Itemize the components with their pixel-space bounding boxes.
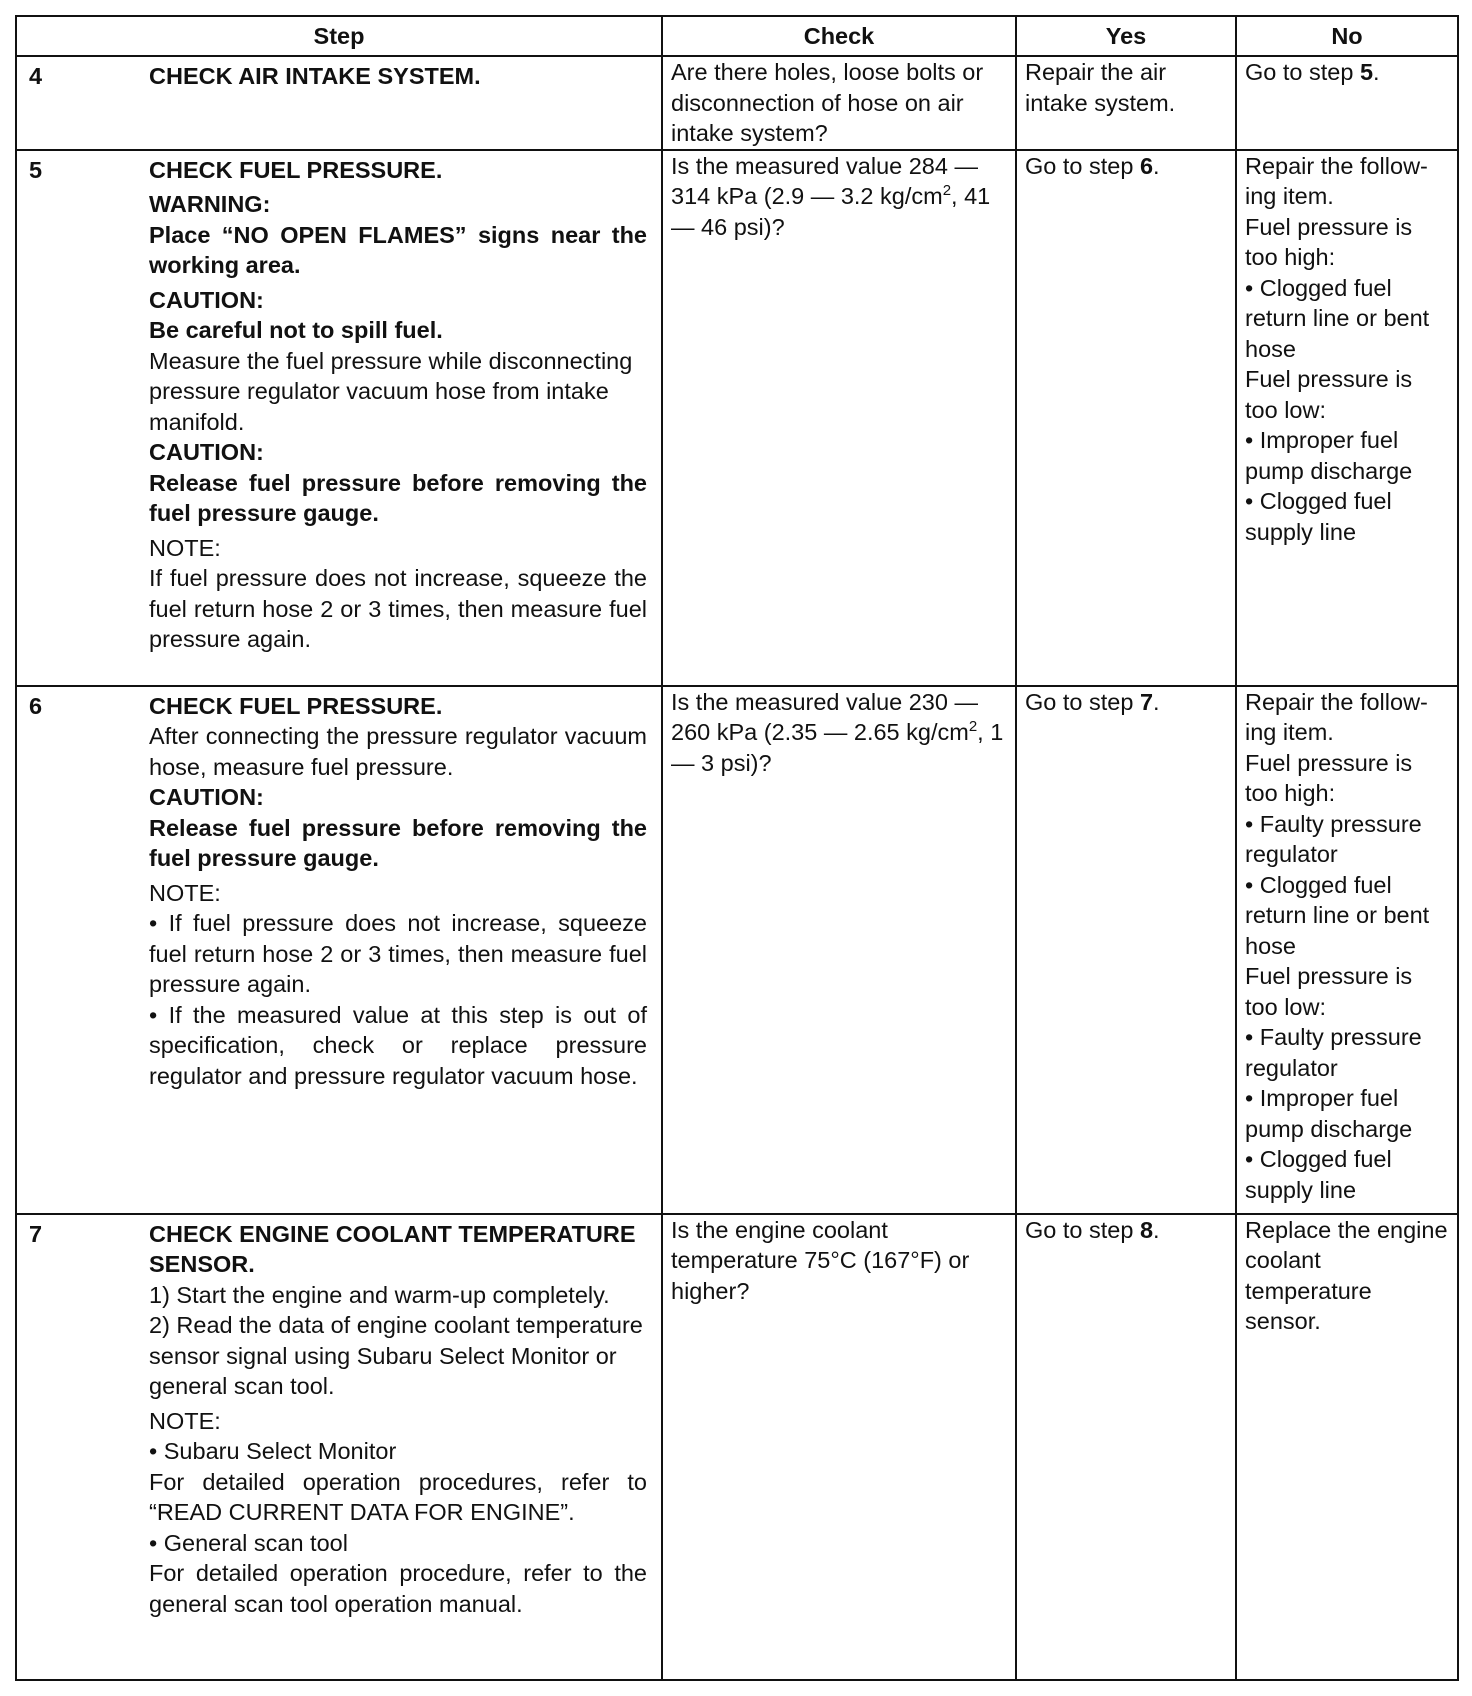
no-line: • Clogged fuel bbox=[1245, 274, 1392, 301]
no-line: regulator bbox=[1245, 841, 1338, 867]
yes-text-end: . bbox=[1153, 1216, 1160, 1243]
procedure-text: Measure the fuel pressure while disconnecting pressure regulator vacuum hose from intake manifold. bbox=[149, 347, 633, 435]
procedure-step: 1) Start the engine and warm-up completely. bbox=[149, 1281, 610, 1308]
no-line: too high: bbox=[1245, 244, 1336, 270]
no-line: too low: bbox=[1245, 396, 1326, 423]
caution-label: CAUTION: bbox=[149, 286, 264, 313]
no-line: Repair the follow- bbox=[1245, 688, 1428, 715]
superscript: 2 bbox=[968, 718, 978, 736]
no-line: hose bbox=[1245, 932, 1296, 959]
yes-text-end: . bbox=[1153, 688, 1160, 715]
no-line: • Clogged fuel bbox=[1245, 871, 1392, 898]
step-reference: 8 bbox=[1139, 1216, 1154, 1243]
no-line: Fuel pressure is bbox=[1245, 213, 1413, 240]
step-number: 5 bbox=[29, 156, 43, 183]
no-line: • Improper fuel bbox=[1245, 427, 1399, 453]
table-header-row bbox=[16, 16, 1458, 56]
warning-text: Place “NO OPEN FLAMES” signs near the working area. bbox=[149, 221, 647, 278]
yes-text-end: . bbox=[1153, 152, 1160, 179]
no-text: Go to step bbox=[1245, 59, 1360, 85]
check-text-end: , 1 — 3 psi)? bbox=[671, 719, 1004, 776]
no-line: ing item. bbox=[1245, 183, 1334, 209]
header-step: Step bbox=[16, 16, 662, 56]
note-bullet: • Subaru Select Monitor bbox=[149, 1438, 397, 1464]
no-line: too high: bbox=[1245, 780, 1336, 806]
no-line: hose bbox=[1245, 335, 1296, 362]
header-no: No bbox=[1236, 16, 1458, 56]
no-cell bbox=[1236, 56, 1458, 150]
no-text-end: . bbox=[1373, 59, 1380, 85]
note-text: If fuel pressure does not increase, squeeze the fuel return hose 2 or 3 times, then measure fuel pressure again. bbox=[149, 565, 647, 652]
no-line: supply line bbox=[1245, 518, 1357, 545]
no-line: pump discharge bbox=[1245, 457, 1413, 484]
no-line: • Improper fuel bbox=[1245, 1085, 1399, 1111]
step-number: 4 bbox=[29, 63, 43, 89]
step-cell bbox=[16, 56, 662, 150]
procedure-text: After connecting the pressure regulator vacuum hose, measure fuel pressure. bbox=[149, 723, 647, 780]
warning-label: WARNING: bbox=[149, 191, 271, 217]
step-number: 7 bbox=[29, 1220, 43, 1247]
no-line: Fuel pressure is bbox=[1245, 749, 1413, 776]
no-line: • Faulty pressure bbox=[1245, 1024, 1422, 1050]
step-number: 6 bbox=[29, 692, 43, 719]
no-line: ing item. bbox=[1245, 719, 1334, 745]
no-line: • Clogged fuel bbox=[1245, 488, 1392, 514]
diagnostic-table bbox=[15, 15, 1459, 1681]
check-text-end: , 41 — 46 psi)? bbox=[671, 183, 991, 240]
note-text: • If fuel pressure does not increase, squeeze fuel return hose 2 or 3 times, then measure fuel pressure again. bbox=[149, 910, 647, 997]
caution-text: Release fuel pressure before removing the fuel pressure gauge. bbox=[149, 469, 647, 526]
note-label: NOTE: bbox=[149, 534, 221, 561]
yes-cell bbox=[1016, 686, 1236, 1214]
no-line: regulator bbox=[1245, 1054, 1338, 1081]
check-text: Is the measured value 230 — 260 kPa (2.35 — 2.65 kg/cm bbox=[671, 688, 978, 745]
note-label: NOTE: bbox=[149, 879, 221, 906]
note-text: For detailed operation procedure, refer to the general scan tool operation manual. bbox=[149, 1560, 647, 1617]
yes-cell bbox=[1016, 150, 1236, 686]
check-text: Is the measured value 284 — 314 kPa (2.9 — 3.2 kg/cm bbox=[671, 152, 978, 209]
caution-label: CAUTION: bbox=[149, 784, 264, 810]
step-reference: 7 bbox=[1139, 688, 1154, 715]
no-line: • Clogged fuel bbox=[1245, 1146, 1392, 1172]
no-line: Repair the follow- bbox=[1245, 152, 1428, 179]
step-reference: 5 bbox=[1359, 59, 1374, 85]
step-cell bbox=[16, 150, 662, 686]
procedure-step: 2) Read the data of engine coolant temperature sensor signal using Subaru Select Monitor or general scan tool. bbox=[149, 1312, 643, 1399]
caution-text: Be careful not to spill fuel. bbox=[149, 317, 443, 343]
yes-cell bbox=[1016, 1214, 1236, 1680]
note-label: NOTE: bbox=[149, 1407, 221, 1434]
yes-text: Go to step bbox=[1025, 688, 1140, 715]
table-row-step-7 bbox=[16, 1214, 1458, 1680]
table-row-step-4 bbox=[16, 56, 1458, 150]
header-check: Check bbox=[662, 16, 1016, 56]
caution-label: CAUTION: bbox=[149, 439, 264, 465]
step-cell bbox=[16, 686, 662, 1214]
header-yes: Yes bbox=[1016, 16, 1236, 56]
no-line: Fuel pressure is bbox=[1245, 963, 1413, 989]
no-cell bbox=[1236, 150, 1458, 686]
check-cell bbox=[662, 150, 1016, 686]
no-cell: Replace the engine coolant temperature sensor. bbox=[1236, 1214, 1458, 1680]
step-reference: 6 bbox=[1139, 152, 1154, 179]
step-cell bbox=[16, 1214, 662, 1680]
check-cell: Is the engine coolant temperature 75°C (167°F) or higher? bbox=[662, 1214, 1016, 1680]
table-row-step-5 bbox=[16, 150, 1458, 686]
note-text: • If the measured value at this step is out of specification, check or replace pressure regulator and pressure regulator vacuum hose. bbox=[149, 1001, 647, 1089]
step-title: CHECK AIR INTAKE SYSTEM. bbox=[149, 63, 481, 89]
no-line: return line or bent bbox=[1245, 902, 1430, 928]
step-title: CHECK FUEL PRESSURE. bbox=[149, 156, 443, 183]
no-line: supply line bbox=[1245, 1176, 1357, 1203]
check-cell bbox=[662, 686, 1016, 1214]
no-line: pump discharge bbox=[1245, 1115, 1413, 1142]
table-row-step-6 bbox=[16, 686, 1458, 1214]
step-title: CHECK ENGINE COOLANT TEMPERATURE SENSOR. bbox=[149, 1220, 636, 1277]
check-cell: Are there holes, loose bolts or disconnection of hose on air intake system? bbox=[662, 56, 1016, 150]
no-line: too low: bbox=[1245, 993, 1326, 1020]
no-line: Fuel pressure is bbox=[1245, 366, 1413, 392]
note-text: For detailed operation procedures, refer to “READ CURRENT DATA FOR ENGINE”. bbox=[149, 1468, 647, 1525]
yes-text: Go to step bbox=[1025, 1216, 1140, 1243]
caution-text: Release fuel pressure before removing the fuel pressure gauge. bbox=[149, 814, 647, 871]
yes-text: Go to step bbox=[1025, 152, 1140, 179]
superscript: 2 bbox=[942, 182, 952, 200]
no-cell bbox=[1236, 686, 1458, 1214]
no-line: • Faulty pressure bbox=[1245, 810, 1422, 837]
yes-cell: Repair the air intake system. bbox=[1016, 56, 1236, 150]
step-title: CHECK FUEL PRESSURE. bbox=[149, 692, 443, 719]
note-bullet: • General scan tool bbox=[149, 1529, 348, 1556]
no-line: return line or bent bbox=[1245, 305, 1430, 331]
